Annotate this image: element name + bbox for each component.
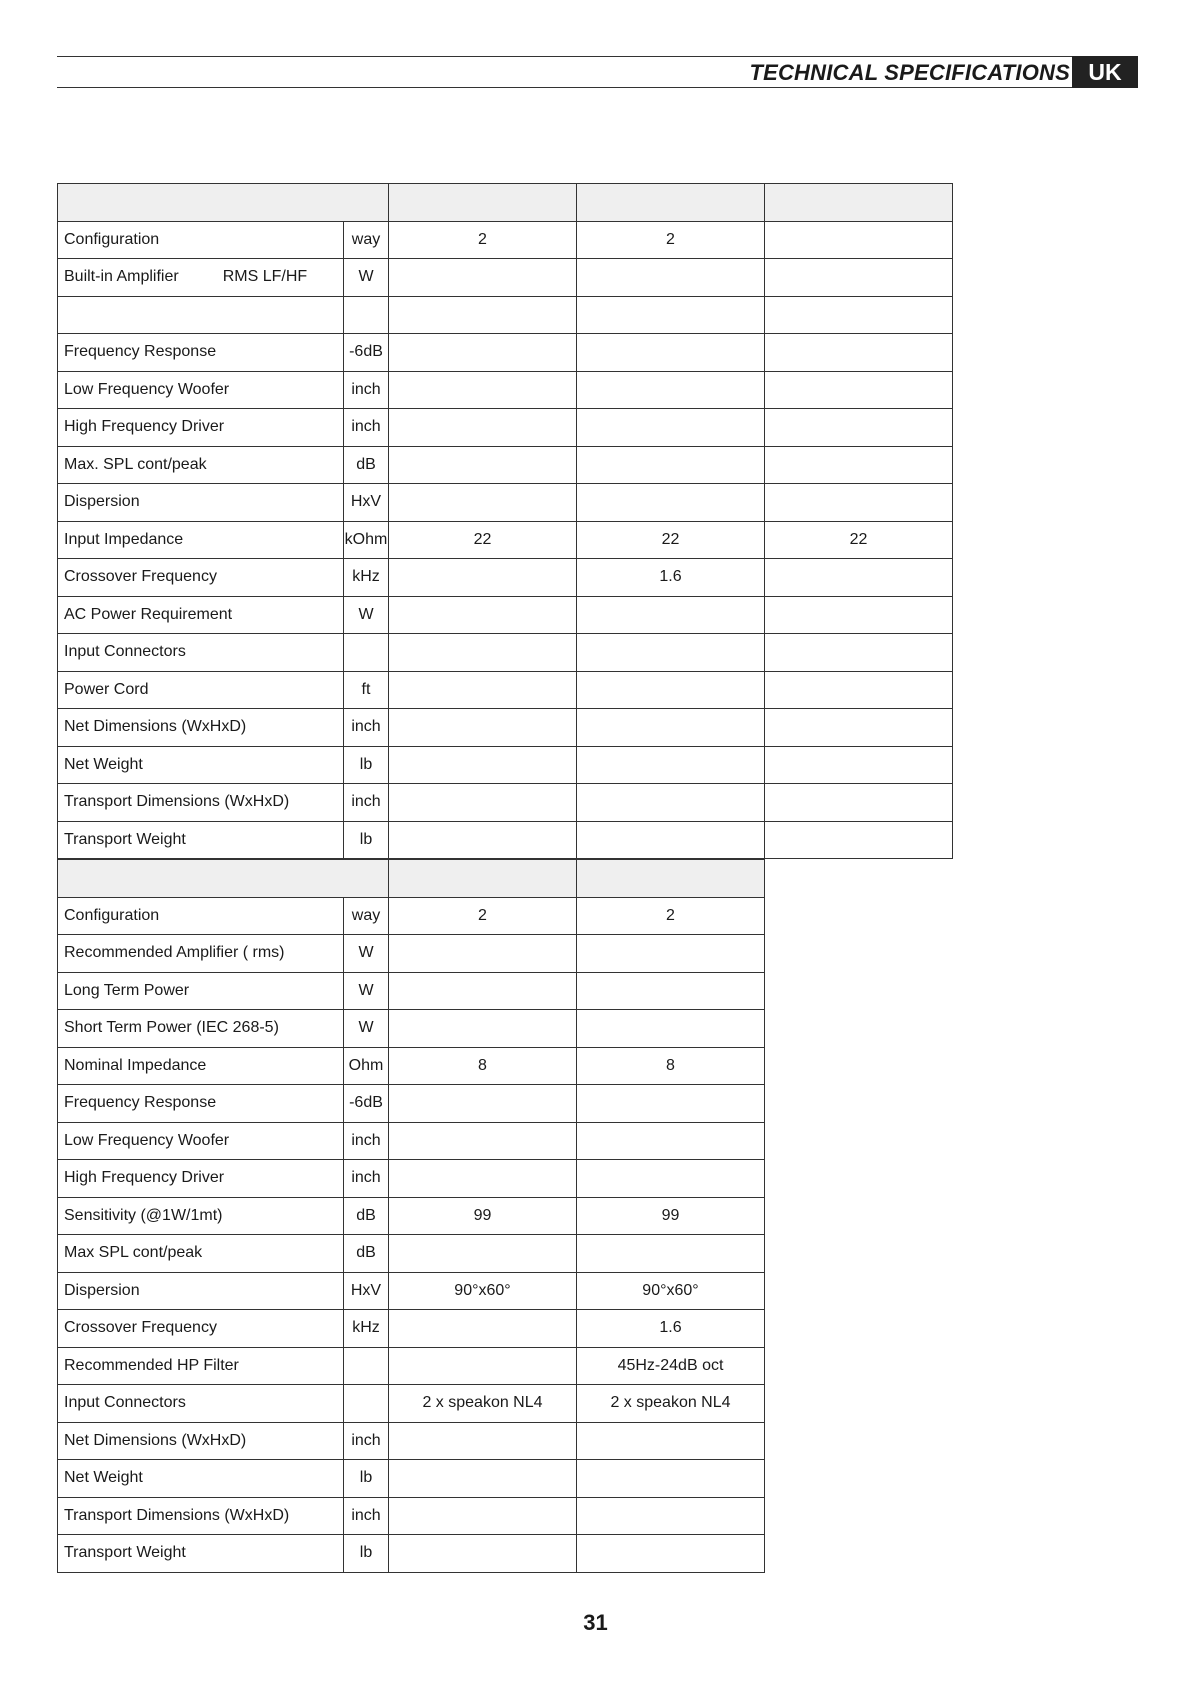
row-value — [577, 935, 765, 973]
row-value — [389, 1310, 577, 1348]
table-row — [58, 1235, 765, 1273]
row-label-cell — [58, 634, 344, 672]
row-unit: -6dB — [344, 334, 389, 372]
row-value: 2 — [389, 221, 577, 259]
row-value — [765, 596, 953, 634]
row-label-cell: Configuration — [58, 897, 344, 935]
row-unit: W — [344, 1010, 389, 1048]
row-value — [765, 671, 953, 709]
row-label-wrap — [64, 756, 343, 774]
row-value: 2 x speakon NL4 — [577, 1385, 765, 1423]
row-label-wrap — [64, 343, 343, 361]
row-value — [577, 1535, 765, 1573]
table-row — [58, 897, 765, 935]
table-row — [58, 221, 953, 259]
row-value — [389, 1235, 577, 1273]
row-value — [577, 409, 765, 447]
row-label: Transport Weight — [64, 830, 186, 848]
row-label-wrap — [64, 831, 343, 849]
row-unit: lb — [344, 1460, 389, 1498]
row-value — [389, 1010, 577, 1048]
row-value — [389, 1122, 577, 1160]
table-row — [58, 446, 953, 484]
row-unit — [344, 1347, 389, 1385]
row-label-wrap — [64, 568, 343, 586]
row-label: Input Impedance — [64, 530, 184, 548]
page-title: TECHNICAL SPECIFICATIONS — [749, 60, 1070, 85]
row-value — [389, 1422, 577, 1460]
row-value — [389, 371, 577, 409]
row-value — [765, 221, 953, 259]
row-unit: HxV — [344, 484, 389, 522]
table-row — [58, 1535, 765, 1573]
row-label-cell: Net Dimensions (WxHxD) — [58, 1422, 344, 1460]
row-value — [577, 596, 765, 634]
row-label-wrap — [64, 493, 343, 511]
table-row — [58, 1347, 765, 1385]
row-value — [389, 821, 577, 859]
table-row — [58, 334, 953, 372]
row-value — [765, 409, 953, 447]
row-value — [577, 1497, 765, 1535]
row-label-cell — [58, 821, 344, 859]
row-unit: inch — [344, 371, 389, 409]
row-label-cell: Low Frequency Woofer — [58, 1122, 344, 1160]
row-value — [389, 746, 577, 784]
row-label-wrap — [64, 418, 343, 436]
row-value — [389, 484, 577, 522]
row-value — [389, 1085, 577, 1123]
row-unit: lb — [344, 1535, 389, 1573]
table-row — [58, 484, 953, 522]
row-value — [577, 484, 765, 522]
row-value — [577, 1122, 765, 1160]
row-value: 45Hz-24dB oct — [577, 1347, 765, 1385]
row-unit: W — [344, 935, 389, 973]
row-label-cell — [58, 409, 344, 447]
table-row — [58, 1460, 765, 1498]
row-value — [389, 1460, 577, 1498]
row-value: 2 — [577, 221, 765, 259]
row-value — [577, 334, 765, 372]
row-value — [389, 596, 577, 634]
row-label-cell — [58, 559, 344, 597]
table-row — [58, 1385, 765, 1423]
row-label-wrap — [64, 531, 343, 549]
row-label: Low Frequency Woofer — [64, 380, 230, 398]
row-label-cell: Transport Dimensions (WxHxD) — [58, 1497, 344, 1535]
row-label-wrap — [64, 718, 343, 736]
row-unit: dB — [344, 446, 389, 484]
row-label-cell — [58, 784, 344, 822]
row-value — [577, 259, 765, 297]
row-label-cell: Max SPL cont/peak — [58, 1235, 344, 1273]
row-value — [389, 1160, 577, 1198]
row-value — [389, 972, 577, 1010]
header-rule-bottom — [57, 87, 1072, 88]
row-unit: inch — [344, 1497, 389, 1535]
row-value — [765, 296, 953, 334]
row-value — [389, 409, 577, 447]
row-label-cell: High Frequency Driver — [58, 1160, 344, 1198]
row-value — [389, 935, 577, 973]
row-value: 2 — [389, 897, 577, 935]
row-unit: inch — [344, 409, 389, 447]
row-unit: Ohm — [344, 1047, 389, 1085]
table-row — [58, 596, 953, 634]
row-label-wrap — [64, 456, 343, 474]
table-row — [58, 671, 953, 709]
header-cell — [58, 184, 389, 222]
row-unit: inch — [344, 1122, 389, 1160]
row-label: Dispersion — [64, 493, 140, 511]
row-label: High Frequency Driver — [64, 418, 225, 436]
row-label-wrap — [64, 231, 343, 249]
row-label-cell — [58, 671, 344, 709]
row-value: 8 — [577, 1047, 765, 1085]
row-value — [577, 296, 765, 334]
row-value — [389, 259, 577, 297]
row-unit — [344, 296, 389, 334]
row-value — [389, 446, 577, 484]
row-label: Configuration — [64, 230, 160, 248]
row-unit: ft — [344, 671, 389, 709]
row-label-cell: Nominal Impedance — [58, 1047, 344, 1085]
page-number: 31 — [583, 1610, 608, 1635]
row-value — [389, 671, 577, 709]
table-row — [58, 259, 953, 297]
row-label-cell — [58, 596, 344, 634]
table-row — [58, 821, 953, 859]
row-value — [577, 1160, 765, 1198]
row-value — [765, 746, 953, 784]
row-value — [577, 1460, 765, 1498]
table-row — [58, 1497, 765, 1535]
language-badge: UK — [1072, 56, 1138, 88]
row-label-wrap — [64, 793, 343, 811]
row-value — [389, 296, 577, 334]
table-header-row — [58, 860, 765, 898]
table-row — [58, 521, 953, 559]
table-row — [58, 746, 953, 784]
row-unit: inch — [344, 784, 389, 822]
row-value — [389, 634, 577, 672]
row-value — [765, 259, 953, 297]
row-value — [577, 1235, 765, 1273]
row-label-cell: Crossover Frequency — [58, 1310, 344, 1348]
row-unit: lb — [344, 746, 389, 784]
row-value — [765, 709, 953, 747]
row-unit: W — [344, 972, 389, 1010]
row-label-wrap — [64, 381, 343, 399]
table-row — [58, 1310, 765, 1348]
row-unit: dB — [344, 1197, 389, 1235]
row-value: 2 — [577, 897, 765, 935]
row-value — [389, 1497, 577, 1535]
row-label-cell: Dispersion — [58, 1272, 344, 1310]
row-unit: W — [344, 596, 389, 634]
active-speaker-spec-table — [57, 183, 953, 859]
table-row — [58, 709, 953, 747]
row-label-cell — [58, 334, 344, 372]
row-value — [765, 821, 953, 859]
row-value: 90°x60° — [389, 1272, 577, 1310]
row-unit: inch — [344, 709, 389, 747]
row-label: Net Weight — [64, 755, 143, 773]
row-value — [577, 972, 765, 1010]
row-label-cell: Short Term Power (IEC 268-5) — [58, 1010, 344, 1048]
row-label: Crossover Frequency — [64, 568, 217, 586]
table-row — [58, 1010, 765, 1048]
row-value: 2 x speakon NL4 — [389, 1385, 577, 1423]
table-row — [58, 935, 765, 973]
row-label-cell — [58, 221, 344, 259]
row-value — [765, 334, 953, 372]
row-label: Power Cord — [64, 680, 149, 698]
table-row — [58, 1085, 765, 1123]
row-value — [389, 1535, 577, 1573]
header-cell — [577, 184, 765, 222]
row-value — [577, 446, 765, 484]
table-header-row — [58, 184, 953, 222]
table-row — [58, 784, 953, 822]
row-value — [577, 746, 765, 784]
table-row — [58, 972, 765, 1010]
row-value — [765, 446, 953, 484]
row-value: 99 — [577, 1197, 765, 1235]
row-label-wrap — [64, 681, 343, 699]
row-unit — [344, 634, 389, 672]
row-value — [577, 1085, 765, 1123]
row-label-cell: Recommended Amplifier ( rms) — [58, 935, 344, 973]
row-value — [577, 671, 765, 709]
row-label-cell — [58, 446, 344, 484]
row-label-cell — [58, 709, 344, 747]
row-label: Net Dimensions (WxHxD) — [64, 718, 247, 736]
row-label: Transport Dimensions (WxHxD) — [64, 793, 290, 811]
row-value: 22 — [577, 521, 765, 559]
row-label: Built-in Amplifier — [64, 268, 179, 286]
header-cell — [389, 860, 577, 898]
row-label-wrap — [64, 268, 343, 286]
header-cell — [58, 860, 389, 898]
table-row — [58, 634, 953, 672]
row-unit: inch — [344, 1422, 389, 1460]
passive-speaker-spec-table — [57, 859, 765, 1573]
table-row — [58, 296, 953, 334]
row-label-cell: Net Weight — [58, 1460, 344, 1498]
row-value — [577, 1010, 765, 1048]
row-value — [765, 484, 953, 522]
row-value — [577, 634, 765, 672]
table-row — [58, 1272, 765, 1310]
row-value — [765, 634, 953, 672]
row-value: 1.6 — [577, 1310, 765, 1348]
row-label-cell — [58, 371, 344, 409]
row-label-cell — [58, 484, 344, 522]
row-value: 90°x60° — [577, 1272, 765, 1310]
row-value — [389, 334, 577, 372]
row-label-cell — [58, 521, 344, 559]
row-unit: kHz — [344, 559, 389, 597]
header-rule-top — [57, 56, 1130, 57]
row-value: 1.6 — [577, 559, 765, 597]
row-unit: HxV — [344, 1272, 389, 1310]
row-value — [765, 784, 953, 822]
row-value: 99 — [389, 1197, 577, 1235]
row-label-cell — [58, 259, 344, 297]
row-unit: W — [344, 259, 389, 297]
row-label: Max. SPL cont/peak — [64, 455, 207, 473]
row-label-wrap — [64, 606, 343, 624]
row-unit: way — [344, 897, 389, 935]
table-row — [58, 1422, 765, 1460]
row-unit: inch — [344, 1160, 389, 1198]
row-value — [389, 559, 577, 597]
header-cell — [765, 184, 953, 222]
row-unit — [344, 1385, 389, 1423]
row-label: Input Connectors — [64, 643, 186, 661]
table-row — [58, 1160, 765, 1198]
row-label-cell — [58, 746, 344, 784]
row-label: Frequency Response — [64, 343, 217, 361]
row-label-cell: Input Connectors — [58, 1385, 344, 1423]
table-row — [58, 1122, 765, 1160]
row-unit: way — [344, 221, 389, 259]
row-label-cell: Recommended HP Filter — [58, 1347, 344, 1385]
row-label-cell — [58, 296, 344, 334]
table-row — [58, 409, 953, 447]
row-unit: kOhm — [344, 521, 389, 559]
row-unit: lb — [344, 821, 389, 859]
row-label-cell: Long Term Power — [58, 972, 344, 1010]
row-value: 22 — [389, 521, 577, 559]
row-value — [765, 371, 953, 409]
row-value — [577, 371, 765, 409]
row-value — [389, 784, 577, 822]
row-label-cell: Transport Weight — [58, 1535, 344, 1573]
row-value — [577, 784, 765, 822]
row-label-cell: Frequency Response — [58, 1085, 344, 1123]
header-cell — [577, 860, 765, 898]
table-row — [58, 1047, 765, 1085]
header-cell — [389, 184, 577, 222]
row-label-wrap — [64, 643, 343, 661]
row-sublabel: RMS LF/HF — [222, 268, 308, 286]
table-row — [58, 1197, 765, 1235]
row-label: AC Power Requirement — [64, 605, 233, 623]
row-value — [389, 1347, 577, 1385]
row-unit: kHz — [344, 1310, 389, 1348]
row-value — [577, 821, 765, 859]
row-value — [577, 1422, 765, 1460]
row-label-cell: Sensitivity (@1W/1mt) — [58, 1197, 344, 1235]
row-unit: dB — [344, 1235, 389, 1273]
row-unit: -6dB — [344, 1085, 389, 1123]
table-row — [58, 559, 953, 597]
row-value — [389, 709, 577, 747]
row-value — [765, 559, 953, 597]
row-value: 8 — [389, 1047, 577, 1085]
table-row — [58, 371, 953, 409]
row-value: 22 — [765, 521, 953, 559]
row-value — [577, 709, 765, 747]
